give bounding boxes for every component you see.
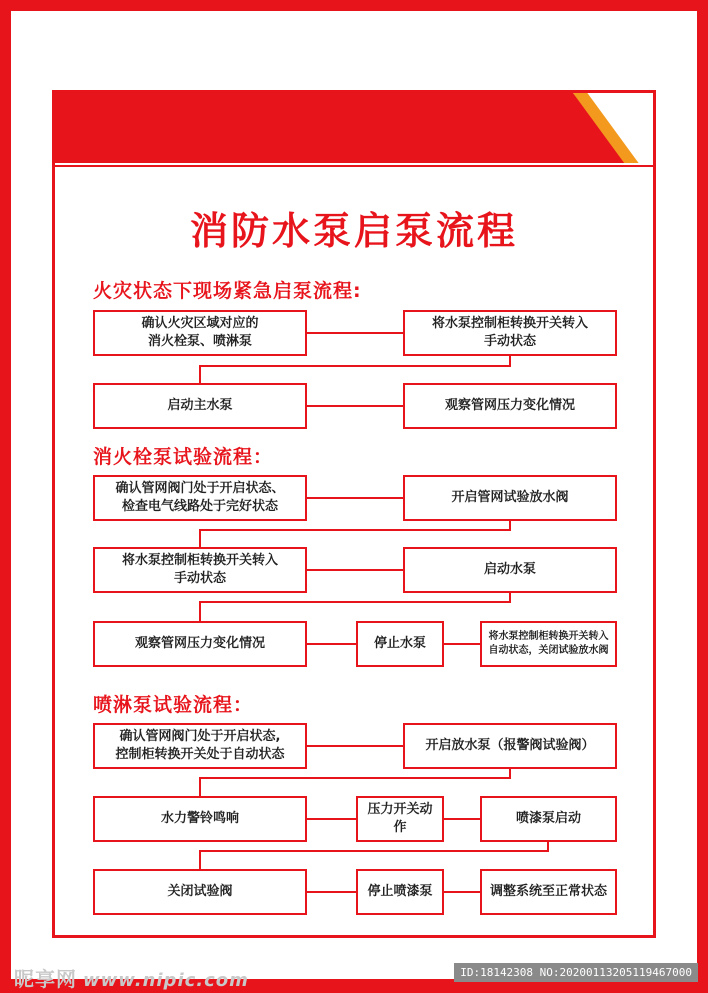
step-stop-sprinkler-pump: 停止喷漆泵 <box>356 869 444 915</box>
connector <box>199 601 201 621</box>
step-switch-manual: 将水泵控制柜转换开关转入 手动状态 <box>403 310 617 356</box>
step-start-pump: 启动水泵 <box>403 547 617 593</box>
connector <box>199 601 511 603</box>
connector <box>444 818 480 820</box>
page-title: 消防水泵启泵流程 <box>189 209 518 253</box>
step-confirm-fire-area: 确认火灾区域对应的 消火栓泵、喷淋泵 <box>93 310 307 356</box>
step-confirm-valves-auto: 确认管网阀门处于开启状态, 控制柜转换开关处于自动状态 <box>93 723 307 769</box>
connector <box>199 365 201 383</box>
connector <box>307 745 403 747</box>
connector <box>199 529 201 547</box>
section-heading-hydrant-test: 消火栓泵试验流程： <box>93 446 274 468</box>
connector <box>307 497 403 499</box>
step-close-test-valve: 关闭试验阀 <box>93 869 307 915</box>
step-open-alarm-valve: 开启放水泵（报警阀试验阀） <box>403 723 617 769</box>
step-switch-manual-2: 将水泵控制柜转换开关转入 手动状态 <box>93 547 307 593</box>
connector <box>199 777 511 779</box>
step-observe-pressure-2: 观察管网压力变化情况 <box>93 621 307 667</box>
connector <box>199 365 511 367</box>
step-start-main-pump: 启动主水泵 <box>93 383 307 429</box>
watermark-site <box>14 963 249 992</box>
watermark-image-id: ID:18142308 NO:20200113205119467000 <box>454 963 698 982</box>
step-alarm-bell: 水力警铃鸣响 <box>93 796 307 842</box>
connector <box>307 569 403 571</box>
watermark-site-name: 昵享网 <box>14 967 77 991</box>
connector <box>307 643 356 645</box>
connector <box>199 850 549 852</box>
connector <box>307 891 356 893</box>
section-heading-sprinkler-test: 喷淋泵试验流程： <box>93 694 254 716</box>
connector <box>307 332 403 334</box>
step-restore-auto: 将水泵控制柜转换开关转入 自动状态，关闭试验放水阀 <box>480 621 617 667</box>
step-stop-pump: 停止水泵 <box>356 621 444 667</box>
step-open-test-drain: 开启管网试验放水阀 <box>403 475 617 521</box>
step-sprinkler-pump-start: 喷漆泵启动 <box>480 796 617 842</box>
connector <box>199 850 201 869</box>
connector <box>307 818 356 820</box>
section-heading-emergency: 火灾状态下现场紧急启泵流程: <box>93 280 362 302</box>
header-divider <box>55 165 653 167</box>
header-band <box>55 93 653 163</box>
step-reset-system: 调整系统至正常状态 <box>480 869 617 915</box>
connector <box>444 643 480 645</box>
step-pressure-switch: 压力开关动作 <box>356 796 444 842</box>
connector <box>444 891 480 893</box>
connector <box>199 529 511 531</box>
watermark-site-url: www.nipic.com <box>83 970 249 991</box>
step-confirm-valves-open: 确认管网阀门处于开启状态、 检查电气线路处于完好状态 <box>93 475 307 521</box>
connector <box>199 777 201 796</box>
connector <box>307 405 403 407</box>
step-observe-pressure: 观察管网压力变化情况 <box>403 383 617 429</box>
